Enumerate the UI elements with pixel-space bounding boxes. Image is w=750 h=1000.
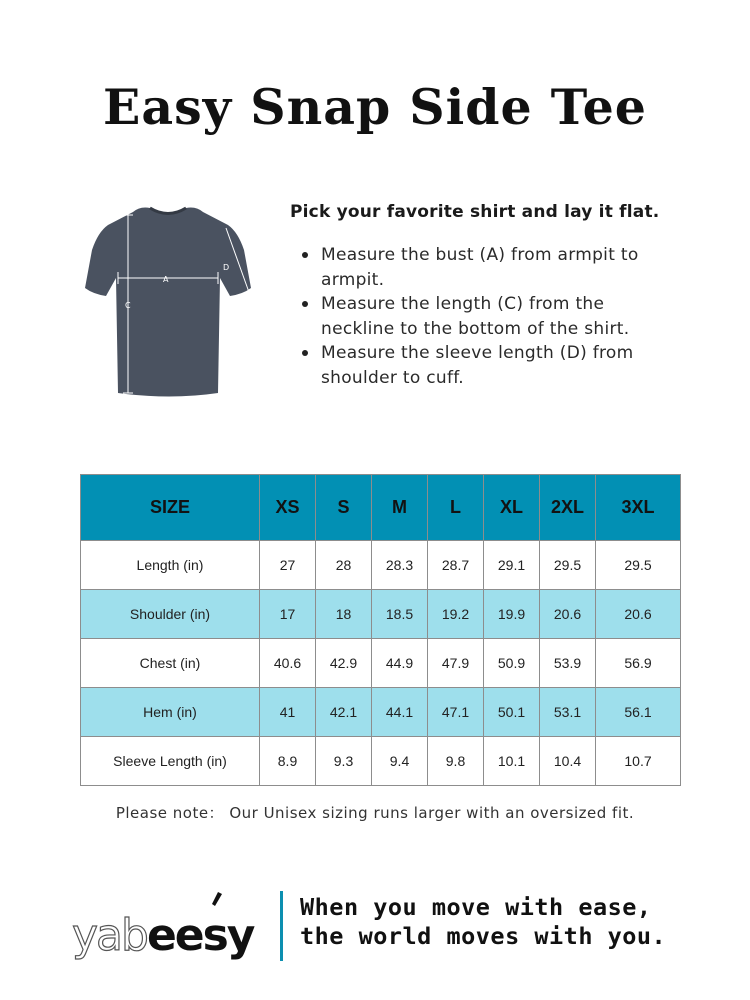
column-header: S <box>316 475 372 541</box>
table-header-row <box>81 475 681 541</box>
table-cell: 20.6 <box>540 590 596 639</box>
table-cell: 41 <box>260 688 316 737</box>
table-cell: 47.1 <box>428 688 484 737</box>
row-label: Length (in) <box>81 541 260 590</box>
column-header: XS <box>260 475 316 541</box>
instruction-item: Measure the bust (A) from armpit to armpit. <box>300 243 680 292</box>
page-title: Easy Snap Side Tee <box>103 78 647 136</box>
column-header: L <box>428 475 484 541</box>
table-row <box>81 737 681 786</box>
table-cell: 56.9 <box>596 639 681 688</box>
column-header: XL <box>484 475 540 541</box>
length-label: C <box>125 301 131 310</box>
table-cell: 10.7 <box>596 737 681 786</box>
brand-logo <box>72 890 262 960</box>
table-row <box>81 541 681 590</box>
column-header: SIZE <box>81 475 260 541</box>
tagline-line: the world moves with you. <box>300 922 667 950</box>
table-cell: 9.4 <box>372 737 428 786</box>
table-row <box>81 639 681 688</box>
instruction-item: Measure the sleeve length (D) from shoulder to cuff. <box>300 341 680 390</box>
shirt-body-shape <box>85 208 251 397</box>
row-label: Chest (in) <box>81 639 260 688</box>
sleeve-label: D <box>223 263 230 272</box>
table-cell: 10.1 <box>484 737 540 786</box>
table-cell: 44.9 <box>372 639 428 688</box>
table-cell: 17 <box>260 590 316 639</box>
logo-accent-mark <box>212 892 222 906</box>
table-cell: 42.1 <box>316 688 372 737</box>
table-cell: 8.9 <box>260 737 316 786</box>
table-cell: 18.5 <box>372 590 428 639</box>
tagline-line: When you move with ease, <box>300 893 652 921</box>
table-cell: 50.9 <box>484 639 540 688</box>
table-cell: 20.6 <box>596 590 681 639</box>
table-cell: 28.7 <box>428 541 484 590</box>
table-cell: 18 <box>316 590 372 639</box>
brand-tagline <box>300 893 666 951</box>
table-cell: 53.9 <box>540 639 596 688</box>
table-cell: 29.5 <box>540 541 596 590</box>
instructions-list <box>300 243 680 390</box>
table-cell: 42.9 <box>316 639 372 688</box>
table-cell: 19.9 <box>484 590 540 639</box>
table-cell: 53.1 <box>540 688 596 737</box>
table-cell: 10.4 <box>540 737 596 786</box>
table-cell: 19.2 <box>428 590 484 639</box>
tagline-divider <box>280 891 283 961</box>
table-cell: 44.1 <box>372 688 428 737</box>
instructions-heading: Pick your favorite shirt and lay it flat. <box>290 202 660 222</box>
table-cell: 29.5 <box>596 541 681 590</box>
row-label: Sleeve Length (in) <box>81 737 260 786</box>
column-header: M <box>372 475 428 541</box>
column-header: 3XL <box>596 475 681 541</box>
bust-label: A <box>163 275 169 284</box>
sizing-note: Please note： Our Unisex sizing runs larger with an oversized fit. <box>115 804 635 822</box>
instruction-item: Measure the length (C) from the neckline to the bottom of the shirt. <box>300 292 680 341</box>
table-cell: 9.3 <box>316 737 372 786</box>
shirt-measurement-diagram <box>78 170 258 415</box>
table-cell: 29.1 <box>484 541 540 590</box>
table-cell: 56.1 <box>596 688 681 737</box>
table-cell: 27 <box>260 541 316 590</box>
row-label: Shoulder (in) <box>81 590 260 639</box>
size-chart-table <box>80 474 681 786</box>
row-label: Hem (in) <box>81 688 260 737</box>
table-cell: 50.1 <box>484 688 540 737</box>
table-row <box>81 590 681 639</box>
column-header: 2XL <box>540 475 596 541</box>
table-cell: 47.9 <box>428 639 484 688</box>
table-row <box>81 688 681 737</box>
table-cell: 28 <box>316 541 372 590</box>
table-cell: 9.8 <box>428 737 484 786</box>
table-cell: 28.3 <box>372 541 428 590</box>
svg-text:yabeesy: yabeesy <box>72 910 254 960</box>
table-cell: 40.6 <box>260 639 316 688</box>
